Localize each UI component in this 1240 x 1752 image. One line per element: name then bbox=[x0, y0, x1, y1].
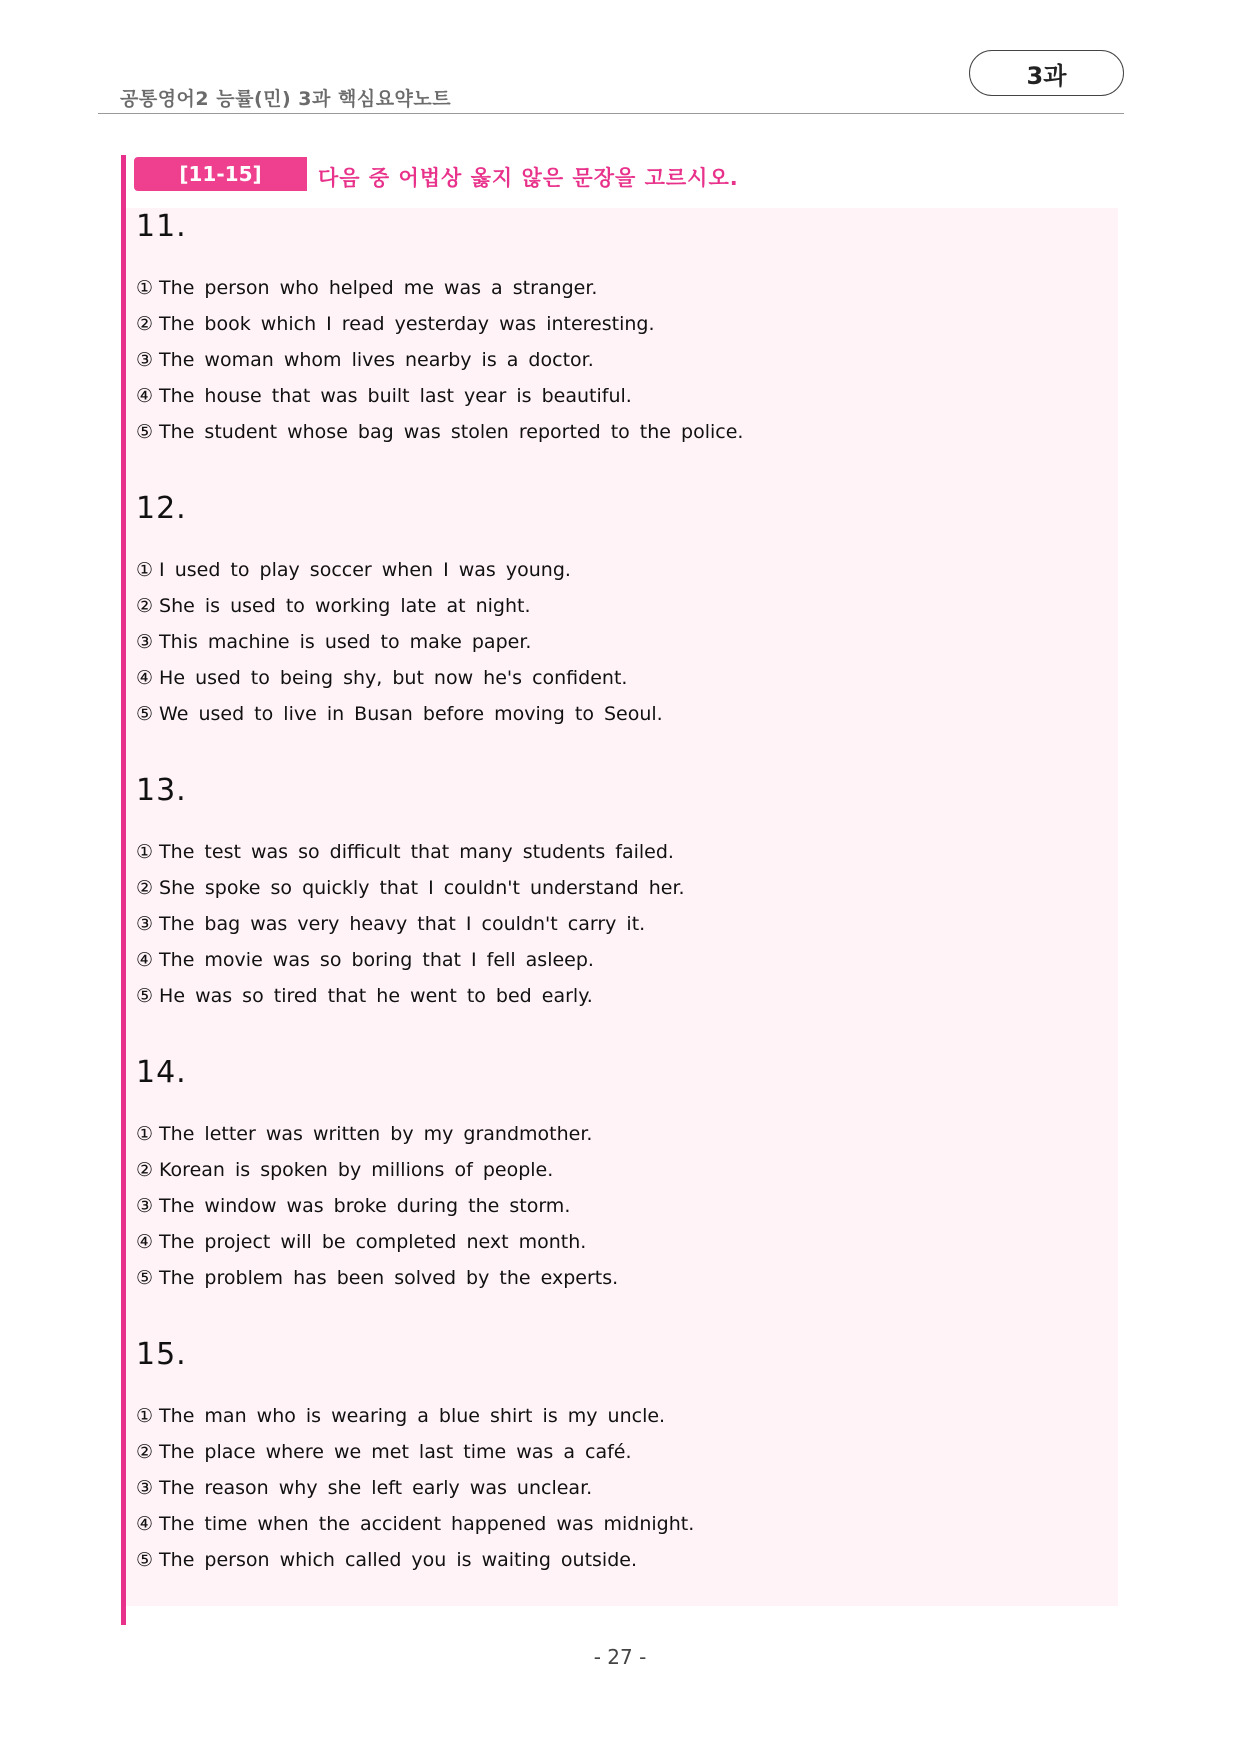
option-mark: ④ bbox=[136, 385, 154, 407]
answer-option[interactable] bbox=[136, 1116, 1096, 1152]
answer-option[interactable] bbox=[136, 942, 1096, 978]
question-14 bbox=[136, 1056, 1096, 1296]
option-mark: ② bbox=[136, 1159, 154, 1181]
option-mark: ② bbox=[136, 313, 154, 335]
option-text: This machine is used to make paper. bbox=[159, 631, 532, 653]
answer-option[interactable] bbox=[136, 696, 1096, 732]
answer-option[interactable] bbox=[136, 1152, 1096, 1188]
option-text: The window was broke during the storm. bbox=[159, 1195, 571, 1217]
option-text: The project will be completed next month. bbox=[159, 1231, 587, 1253]
option-mark: ① bbox=[136, 1123, 154, 1145]
option-mark: ③ bbox=[136, 349, 154, 371]
answer-option[interactable] bbox=[136, 588, 1096, 624]
option-text: The place where we met last time was a café. bbox=[159, 1441, 632, 1463]
question-number: 11. bbox=[136, 209, 187, 244]
question-13 bbox=[136, 774, 1096, 1014]
option-mark: ④ bbox=[136, 1513, 154, 1535]
option-mark: ④ bbox=[136, 949, 154, 971]
question-number: 14. bbox=[136, 1055, 187, 1090]
option-text: The movie was so boring that I fell asleep. bbox=[159, 949, 594, 971]
answer-option[interactable] bbox=[136, 342, 1096, 378]
option-text: Korean is spoken by millions of people. bbox=[159, 1159, 554, 1181]
option-text: The book which I read yesterday was interesting. bbox=[159, 313, 655, 335]
option-text: The bag was very heavy that I couldn't carry it. bbox=[159, 913, 646, 935]
answer-option[interactable] bbox=[136, 870, 1096, 906]
section-side-bar bbox=[121, 155, 126, 1625]
option-mark: ③ bbox=[136, 631, 154, 653]
answer-option[interactable] bbox=[136, 1506, 1096, 1542]
option-text: She spoke so quickly that I couldn't understand her. bbox=[159, 877, 685, 899]
option-mark: ① bbox=[136, 1405, 154, 1427]
answer-option[interactable] bbox=[136, 306, 1096, 342]
answer-option[interactable] bbox=[136, 978, 1096, 1014]
option-text: He was so tired that he went to bed early. bbox=[159, 985, 593, 1007]
answer-option[interactable] bbox=[136, 1470, 1096, 1506]
option-mark: ③ bbox=[136, 1477, 154, 1499]
option-text: The letter was written by my grandmother. bbox=[159, 1123, 593, 1145]
answer-option[interactable] bbox=[136, 1224, 1096, 1260]
option-mark: ⑤ bbox=[136, 1549, 154, 1571]
question-11 bbox=[136, 210, 1096, 450]
option-text: The reason why she left early was unclear. bbox=[159, 1477, 593, 1499]
answer-option[interactable] bbox=[136, 1188, 1096, 1224]
option-mark: ⑤ bbox=[136, 1267, 154, 1289]
option-text: The time when the accident happened was midnight. bbox=[159, 1513, 695, 1535]
answer-option[interactable] bbox=[136, 378, 1096, 414]
option-mark: ⑤ bbox=[136, 985, 154, 1007]
option-text: The problem has been solved by the experts. bbox=[159, 1267, 619, 1289]
option-mark: ③ bbox=[136, 1195, 154, 1217]
option-mark: ① bbox=[136, 841, 154, 863]
answer-option[interactable] bbox=[136, 1542, 1096, 1578]
answer-option[interactable] bbox=[136, 270, 1096, 306]
option-mark: ④ bbox=[136, 667, 154, 689]
option-text: The test was so difficult that many students failed. bbox=[159, 841, 674, 863]
answer-option[interactable] bbox=[136, 906, 1096, 942]
option-text: The person which called you is waiting outside. bbox=[159, 1549, 637, 1571]
question-range-tag: [11-15] bbox=[134, 157, 307, 191]
option-text: She is used to working late at night. bbox=[159, 595, 531, 617]
option-text: We used to live in Busan before moving to Seoul. bbox=[159, 703, 663, 725]
answer-option[interactable] bbox=[136, 1398, 1096, 1434]
option-text: The woman whom lives nearby is a doctor. bbox=[159, 349, 594, 371]
option-mark: ① bbox=[136, 277, 154, 299]
header-title: 공통영어2 능률(민) 3과 핵심요약노트 bbox=[120, 88, 452, 110]
option-mark: ④ bbox=[136, 1231, 154, 1253]
answer-option[interactable] bbox=[136, 624, 1096, 660]
option-mark: ② bbox=[136, 1441, 154, 1463]
section-instruction: 다음 중 어법상 옳지 않은 문장을 고르시오. bbox=[318, 166, 739, 190]
answer-option[interactable] bbox=[136, 1260, 1096, 1296]
option-mark: ③ bbox=[136, 913, 154, 935]
option-text: The house that was built last year is beautiful. bbox=[159, 385, 632, 407]
question-12 bbox=[136, 492, 1096, 732]
question-number: 15. bbox=[136, 1337, 187, 1372]
answer-option[interactable] bbox=[136, 552, 1096, 588]
question-15 bbox=[136, 1338, 1096, 1578]
answer-option[interactable] bbox=[136, 1434, 1096, 1470]
option-mark: ② bbox=[136, 595, 154, 617]
chapter-badge: 3과 bbox=[969, 50, 1124, 96]
option-mark: ⑤ bbox=[136, 421, 154, 443]
page-number: - 27 - bbox=[593, 1645, 647, 1669]
option-mark: ⑤ bbox=[136, 703, 154, 725]
option-text: The person who helped me was a stranger. bbox=[159, 277, 598, 299]
answer-option[interactable] bbox=[136, 834, 1096, 870]
question-number: 12. bbox=[136, 491, 187, 526]
option-mark: ① bbox=[136, 559, 154, 581]
answer-option[interactable] bbox=[136, 414, 1096, 450]
answer-option[interactable] bbox=[136, 660, 1096, 696]
option-text: I used to play soccer when I was young. bbox=[159, 559, 571, 581]
header-divider bbox=[98, 113, 1124, 114]
option-mark: ② bbox=[136, 877, 154, 899]
question-number: 13. bbox=[136, 773, 187, 808]
option-text: He used to being shy, but now he's confident. bbox=[159, 667, 628, 689]
option-text: The man who is wearing a blue shirt is my uncle. bbox=[159, 1405, 666, 1427]
option-text: The student whose bag was stolen reported to the police. bbox=[159, 421, 744, 443]
